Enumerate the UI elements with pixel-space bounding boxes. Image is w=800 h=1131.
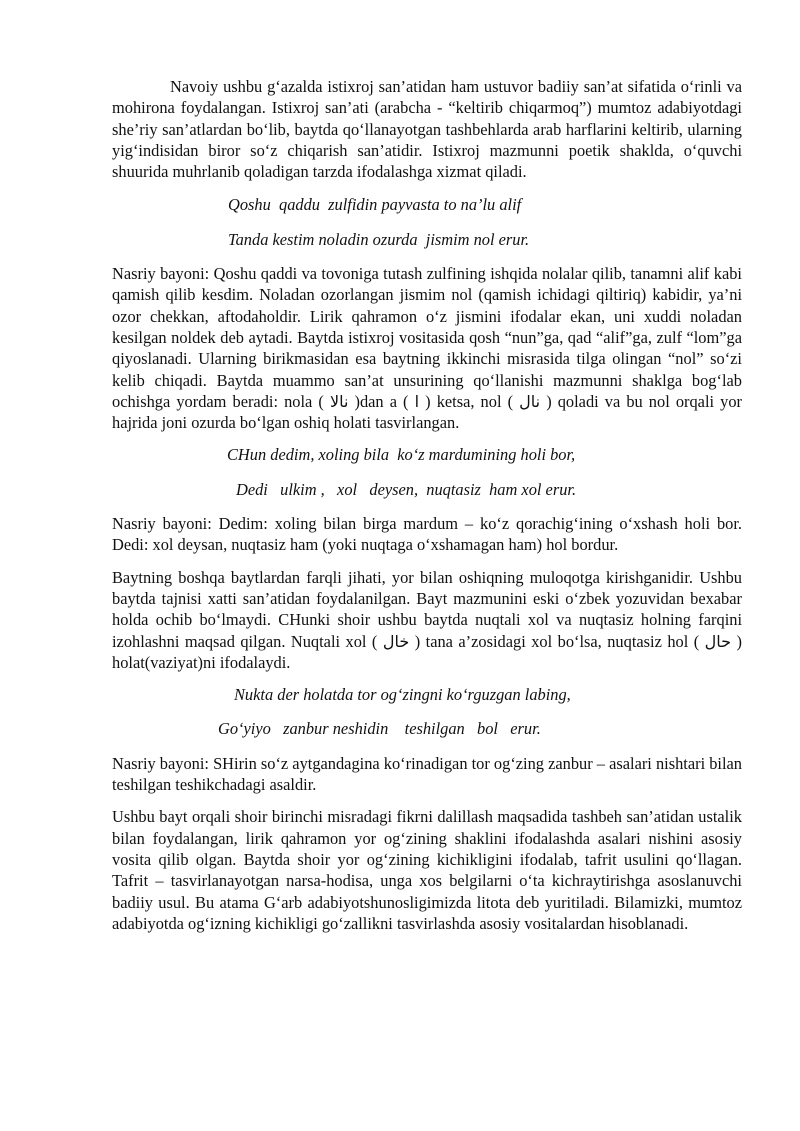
document-page <box>112 76 742 945</box>
arabic-word-nol: نال <box>519 391 541 411</box>
analysis-1-text-c: ) holat(vaziyat)ni ifodalaydi. <box>112 631 742 672</box>
prose-1-text-d: ) qoladi va bu nol orqali yor hajrida joni ozurda bo‘lgan oshiq holati tasvirlangan. <box>112 391 742 433</box>
verse-2-line-1: CHun dedim, xoling bila ko‘z mardumining holi bor, <box>227 445 576 465</box>
arabic-word-nola: نالا <box>329 391 349 411</box>
verse-1-line-1: Qoshu qaddu zulfidin payvasta to na’lu alif <box>228 195 522 215</box>
arabic-word-xol: خال <box>382 631 410 651</box>
prose-3-text: Nasriy bayoni: SHirin so‘z aytgandagina ko‘rinadigan tor og‘zing zanbur – asalari nishtari bilan teshilgan teshikchadagi asaldir. <box>112 753 742 795</box>
prose-2-text: Nasriy bayoni: Dedim: xoling bilan birga mardum – ko‘z qorachig‘ining o‘xshash holi bor. Dedi: xol deysan, nuqtasiz ham (yoki nuqtaga o‘xshamagan ham) hol bordur. <box>112 514 742 555</box>
prose-1-text-b: )dan a ( <box>354 391 409 411</box>
verse-2-line-2: Dedi ulkim , xol deysen, nuqtasiz ham xol erur. <box>236 479 577 499</box>
arabic-letter-alif: ا <box>414 391 420 411</box>
paragraph-prose-3 <box>112 753 742 796</box>
prose-1-text-c: ) ketsa, nol ( <box>425 391 514 411</box>
paragraph-intro-text: Navoiy ushbu g‘azalda istixroj san’atidan ham ustuvor badiiy san’at sifatida o‘rinli va mohirona foydalangan. Istixroj san’ati (arabcha - “keltirib chiqarmoq”) mumtoz adabiyotdagi she’riy san’atlardan bo‘lib, baytda qo‘llanayotgan tashbehlarda arab harflarini keltirib, ularning yig‘indisidan biror so‘z chiqarish san’atidir. Istixroj mazmunni poetik shaklda, o‘quvchi shuurida muhrlanib qoladigan tarzda ifodalashga xizmat qiladi. <box>112 77 742 182</box>
analysis-1-text-b: ) tana a’zosidagi xol bo‘lsa, nuqtasiz hol ( <box>414 631 700 651</box>
paragraph-prose-2 <box>112 513 742 556</box>
analysis-2-text: Ushbu bayt orqali shoir birinchi misradagi fikrni dalillash maqsadida tashbeh san’atidan ustalik bilan foydalangan, lirik qahramon yor og‘zining shaklini ifodalashda asalari nishini asosiy vosita qilib olgan. Baytda shoir yor og‘zining kichikligini ifodalab, tafrit usulini qo‘llagan. Tafrit – tasvirlanayotgan narsa-hodisa, unga xos belgilarni o‘ta kichraytirishga asoslanuvchi badiiy usul. Bu atama G‘arb adabiyotshunosligimizda litota deb yuritiladi. Bilamizki, mumtoz adabiyotda og‘izning kichikligi go‘zallikni tasvirlashda asosiy vositalardan hisoblanadi. <box>112 807 742 933</box>
paragraph-prose-1 <box>112 263 742 433</box>
paragraph-analysis-1 <box>112 567 742 673</box>
paragraph-intro <box>112 76 742 182</box>
arabic-word-hol: حال <box>704 631 732 651</box>
prose-1-text-a: Nasriy bayoni: Qoshu qaddi va tovoniga tutash zulfining ishqida nolalar qilib, tanamni alif kabi qamish qilib kesdim. Noladan ozorlangan jismim nol (qamish ichidagi qiltiriq) kabidir, ya’ni ozor chekkan, aftodaholdir. Lirik qahramon o‘z jismini ifodalar ekan, uni xuddi noladan kesilgan noldek deb aytadi. Baytda istixroj vositasida qosh “nun”ga, qad “alif”ga, zulf “lom”ga qiyoslanadi. Ularning birikmasidan esa baytning ikkinchi misrasida tilga olingan “nol” so‘zi kelib chiqadi. Baytda muammo san’at unsurining qo‘llanishi mazmunni shaklga bog‘lab ochishga yordam beradi: nola ( <box>112 264 742 411</box>
analysis-1-text-a: Baytning boshqa baytlardan farqli jihati, yor bilan oshiqning muloqotga kirishganidir. Ushbu baytda tajnisi xatti san’atidan foydalanilgan. Bayt mazmunini eski o‘zbek yozuvidan bexabar holda ochib bo‘lmaydi. CHunki shoir ushbu baytda nuqtali xol va nuqtasiz holning farqini izohlashni maqsad qilgan. Nuqtali xol ( <box>112 567 742 651</box>
verse-1-line-2: Tanda kestim noladin ozurda jismim nol erur. <box>228 229 530 249</box>
verse-3-line-1: Nukta der holatda tor og‘zingni ko‘rguzgan labing, <box>234 685 571 705</box>
verse-3-line-2: Go‘yiyo zanbur neshidin teshilgan bol erur. <box>218 719 541 739</box>
paragraph-analysis-2 <box>112 806 742 934</box>
